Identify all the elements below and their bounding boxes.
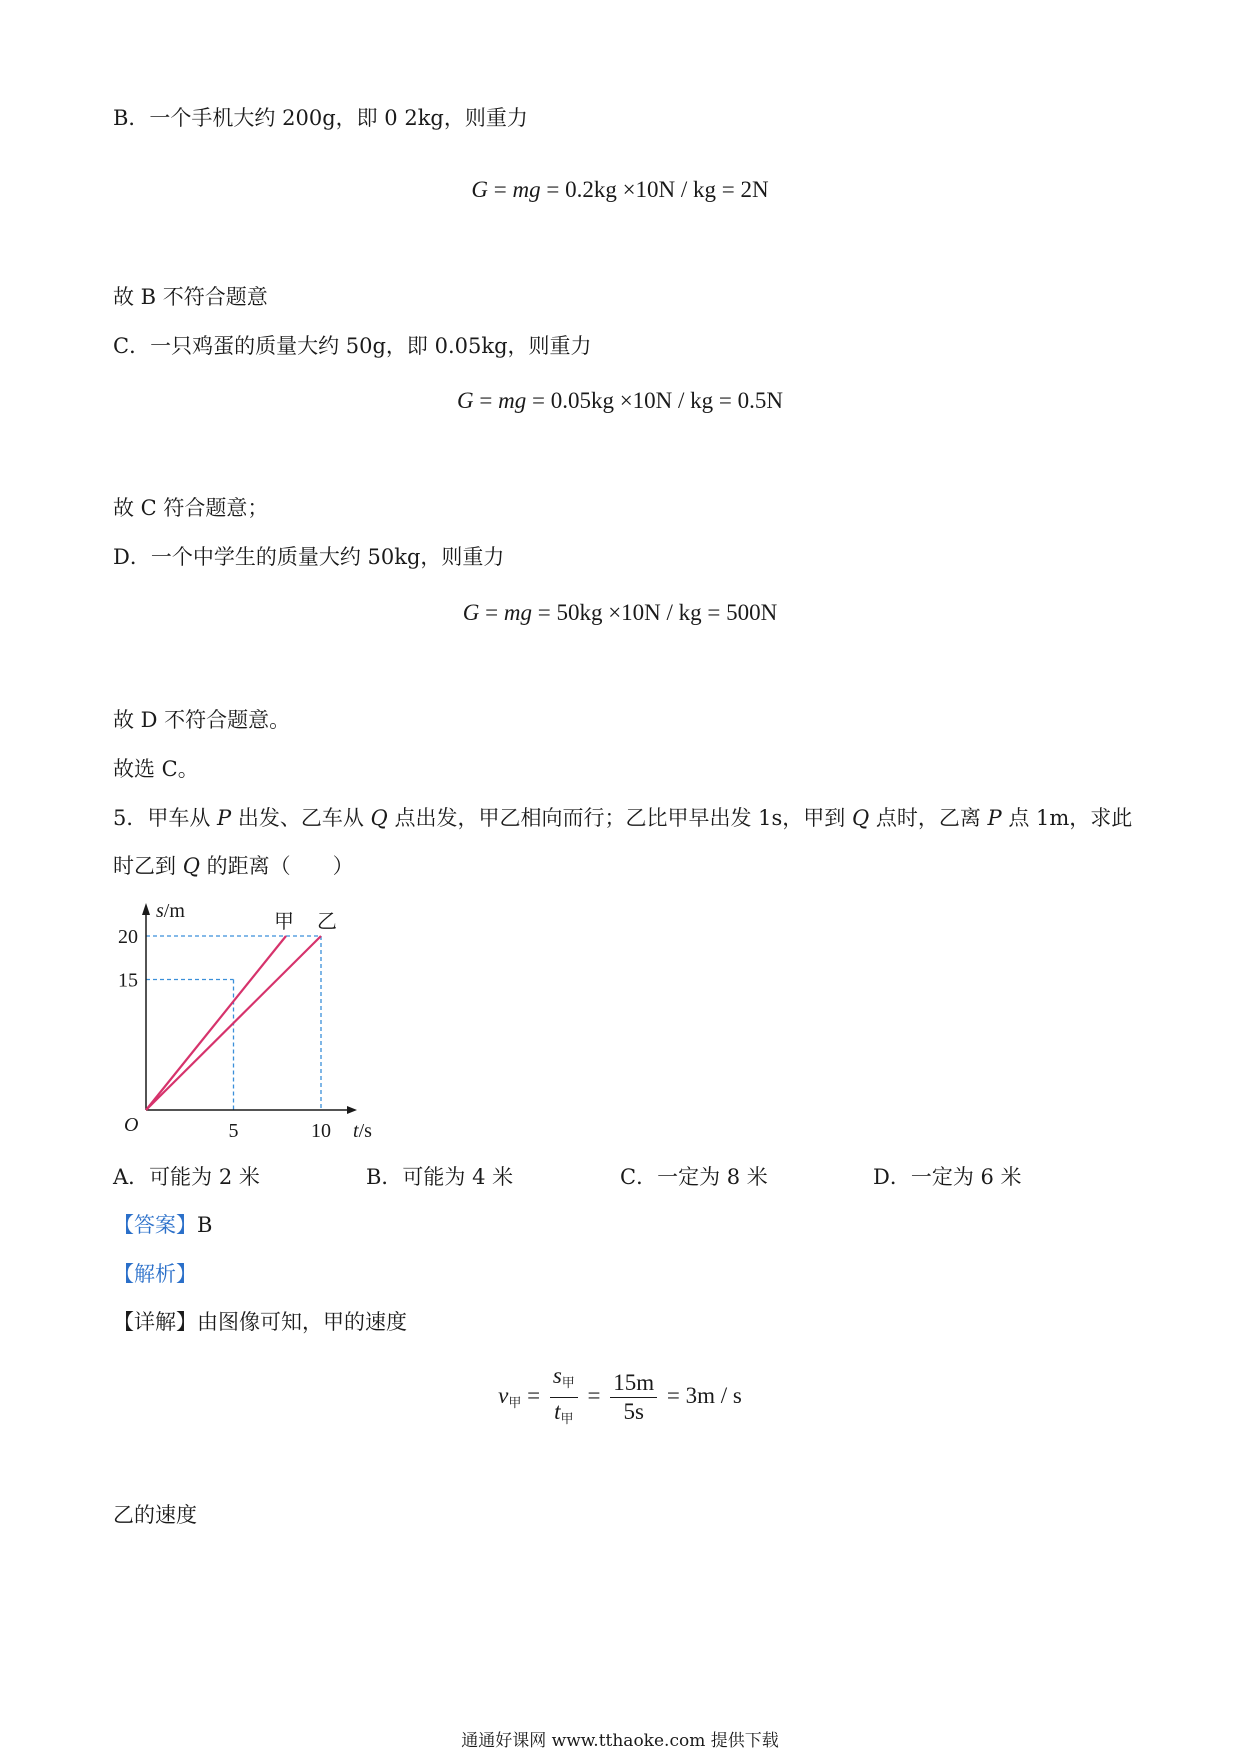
y-axis-label: s/m [156,900,185,922]
yi-speed-line: 乙的速度 [113,1503,197,1527]
formula-mg: mg [498,388,527,413]
analysis-line [113,1259,197,1289]
detail-line [113,1307,407,1337]
formula-rest: = 0.2kg ×10N / kg = 2N [540,177,769,202]
option-d-explanation: D．一个中学生的质量大约 50kg，则重力 [113,545,505,569]
formula-lhs: G [471,177,488,202]
option-d-conclusion: 故 D 不符合题意。 [113,708,291,732]
option-b-formula: G = mg = 0.2kg ×10N / kg = 2N [471,177,769,202]
option-c-conclusion: 故 C 符合题意； [113,496,269,520]
formula-rest: = 50kg ×10N / kg = 500N [531,600,778,625]
y-tick-label-0: 15 [118,969,138,992]
formula-rest: = 0.05kg ×10N / kg = 0.5N [526,388,783,413]
origin-label: O [124,1114,139,1136]
formula-mg: mg [512,177,541,202]
speed-formula: $v_甲$ = $\frac{s_甲}{t_甲}$ = $\frac{15m}{5s}$ = 3m / s [0,1362,1240,1433]
distance-time-graph [100,895,400,1145]
page-footer: 通通好课网 www.tthaoke.com 提供下载 [461,1731,779,1751]
formula-lhs: G [462,600,480,625]
formula-lhs: G [456,388,474,413]
y-axis-arrow [142,903,150,915]
question-5-line-2: 时乙到 Q 的距离（ ） [113,854,354,878]
x-tick-label-1: 10 [311,1120,331,1142]
option-d-formula: G = mg = 50kg ×10N / kg = 500N [462,600,778,625]
option-a: A．可能为 2 米 [113,1165,260,1189]
speed-fraction-symbolic: $\frac{s_甲}{t_甲}$ [550,1362,578,1433]
answer-value: B [197,1213,213,1237]
answer-tag: 【答案】 [113,1213,197,1237]
speed-fraction-numeric: $\frac{15m}{5s}$ [610,1369,657,1426]
option-b-explanation: B．一个手机大约 200g，即 0 2kg，则重力 [113,106,528,130]
option-b-conclusion: 故 B 不符合题意 [113,285,268,309]
option-c-formula: G = mg = 0.05kg ×10N / kg = 0.5N [456,388,783,413]
option-c-explanation: C．一只鸡蛋的质量大约 50g，即 0.05kg，则重力 [113,334,592,358]
series-line-1 [146,936,321,1110]
series-label-1: 乙 [317,911,337,933]
answer-line [113,1210,212,1240]
analysis-tag: 【解析】 [113,1262,197,1286]
option-c: C．一定为 8 米 [620,1165,768,1189]
answer-choice-conclusion: 故选 C。 [113,757,199,781]
detail-text: 由图像可知，甲的速度 [197,1310,407,1334]
series-line-0 [146,936,286,1110]
question-5-line-1: 5．甲车从 P 出发、乙车从 Q 点出发，甲乙相向而行；乙比甲早出发 1s，甲到 Q 点时，乙离 P 点 1m，求此 [113,806,1133,830]
x-axis-arrow [347,1106,357,1114]
series-label-0: 甲 [274,911,294,933]
x-tick-label-0: 5 [228,1120,239,1142]
option-d: D．一定为 6 米 [873,1165,1022,1189]
y-tick-label-1: 20 [118,926,138,948]
option-b: B．可能为 4 米 [366,1165,514,1189]
formula-mg: mg [503,600,532,625]
detail-tag: 【详解】 [113,1310,197,1334]
x-axis-label: t/s [353,1120,372,1142]
